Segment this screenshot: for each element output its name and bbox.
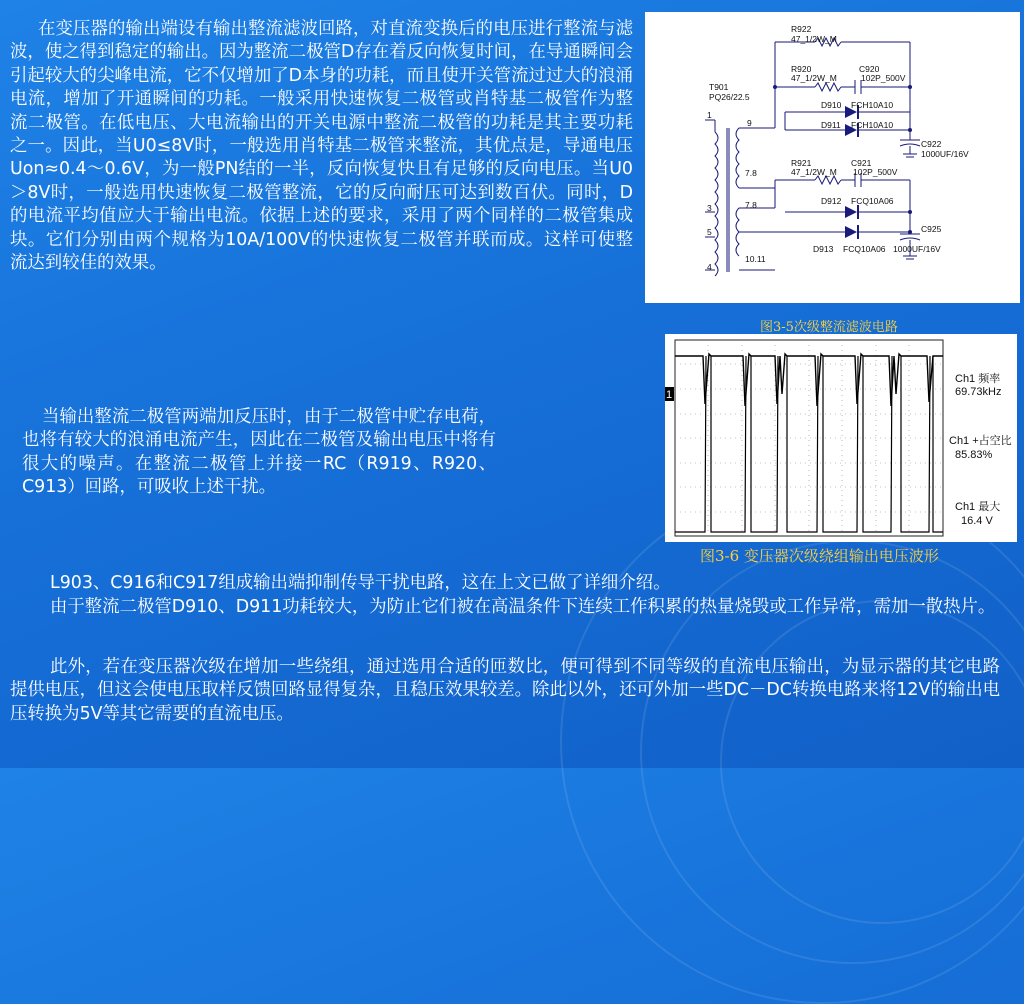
label-t901: T901 bbox=[709, 82, 729, 92]
label-c922: C922 bbox=[921, 139, 942, 149]
pin-3: 3 bbox=[707, 203, 712, 213]
label-c925-value: 1000UF/16V bbox=[893, 244, 941, 254]
pin-7-8-b: 7.8 bbox=[745, 200, 757, 210]
pin-7-8-a: 7.8 bbox=[745, 168, 757, 178]
scope-duty-value: 85.83% bbox=[955, 449, 993, 461]
label-c920: C920 bbox=[859, 64, 880, 74]
secondary-rectifier-circuit-diagram bbox=[645, 12, 1020, 303]
label-t901-value: PQ26/22.5 bbox=[709, 92, 750, 102]
paragraph-emi-filter: L903、C916和C917组成输出端抑制传导干扰电路，这在上文已做了详细介绍。 bbox=[50, 573, 671, 593]
background-swirl bbox=[720, 600, 1024, 924]
label-r920-value: 47_1/2W_M bbox=[791, 73, 837, 83]
label-c925: C925 bbox=[921, 224, 942, 234]
oscilloscope-waveform bbox=[665, 334, 1017, 542]
pin-10-11: 10.11 bbox=[745, 254, 766, 264]
paragraph-rectifier-intro: 在变压器的输出端设有输出整流滤波回路，对直流变换后的电压进行整流与滤波，使之得到稳定的输出。因为整流二极管D存在着反向恢复时间，在导通瞬间会引起较大的尖峰电流，它不仅增加了D本身的功耗，而且使开关管流过过大的浪涌电流，增加了开通瞬间的功耗。一般采用快速恢复二极管或肖特基二极管作为整流二极管。在低电压、大电流输出的开关电源中整流二极管的功耗是其主要功耗之一。因此，当U0≤8V时，一般选用肖特基二极管来整流，其优点是，导通电压Uon≈0.4～0.6V，为一般PN结的一半，反向恢复快且有足够的反向电压。当U0＞8V时，一般选用快速恢复二极管整流，它的反向耐压可达到数百伏。同时，D的电流平均值应大于输出电流。依据上述的要求，采用了两个同样的二极管集成块。它们分别由两个规格为10A/100V的快速恢复二极管并联而成。这样可使整流达到较佳的效果。 bbox=[10, 19, 633, 274]
label-d910: D910 bbox=[821, 100, 842, 110]
scope-max-label: Ch1 最大 bbox=[955, 501, 1001, 513]
label-c921-value: 102P_500V bbox=[853, 167, 898, 177]
figure-3-5-caption: 图3-5次级整流滤波电路 bbox=[760, 320, 898, 335]
label-d913-value: FCQ10A06 bbox=[843, 244, 886, 254]
channel-marker: 1 bbox=[666, 389, 673, 401]
label-d912: D912 bbox=[821, 196, 842, 206]
label-c921: C921 bbox=[851, 158, 872, 168]
label-d911-value: FCH10A10 bbox=[851, 120, 894, 130]
scope-freq-value: 69.73kHz bbox=[955, 386, 1002, 398]
label-d912-value: FCQ10A06 bbox=[851, 196, 894, 206]
paragraph-extra-windings: 此外，若在变压器次级在增加一些绕组，通过选用合适的匝数比，便可得到不同等级的直流电压输出，为显示器的其它电路提供电压，但这会使电压取样反馈回路显得复杂，且稳压效果较差。除此以外，还可外加一些DC－DC转换电路来将12V的输出电压转换为5V等其它需要的直流电压。 bbox=[10, 657, 1000, 724]
scope-freq-label: Ch1 频率 bbox=[955, 373, 1001, 385]
label-c920-value: 102P_500V bbox=[861, 73, 906, 83]
pin-4: 4 bbox=[707, 262, 712, 272]
label-r921-value: 47_1/2W_M bbox=[791, 167, 837, 177]
label-r921: R921 bbox=[791, 158, 812, 168]
scope-max-value: 16.4 V bbox=[961, 515, 993, 527]
label-r920: R920 bbox=[791, 64, 812, 74]
scope-duty-label: Ch1 +占空比 bbox=[949, 435, 1012, 447]
label-d911: D911 bbox=[821, 120, 841, 130]
label-d910-value: FCH10A10 bbox=[851, 100, 894, 110]
pin-5: 5 bbox=[707, 227, 712, 237]
pin-1: 1 bbox=[707, 110, 712, 120]
paragraph-rc-snubber: 当输出整流二极管两端加反压时，由于二极管中贮存电荷，也将有较大的浪涌电流产生，因此在二极管及输出电压中将有很大的噪声。在整流二极管上并接一RC（R919、R920、C913）回路，可吸收上述干扰。 bbox=[22, 407, 496, 498]
label-c922-value: 1000UF/16V bbox=[921, 149, 969, 159]
figure-3-6-caption: 图3-6 变压器次级绕组输出电压波形 bbox=[700, 547, 939, 565]
paragraph-heatsink: 由于整流二极管D910、D911功耗较大，为防止它们被在高温条件下连续工作积累的热量烧毁或工作异常，需加一散热片。 bbox=[50, 597, 996, 617]
label-d913: D913 bbox=[813, 244, 834, 254]
label-r922: R922 bbox=[791, 24, 812, 34]
pin-9: 9 bbox=[747, 118, 752, 128]
label-r922-value: 47_1/2W_M bbox=[791, 34, 837, 44]
